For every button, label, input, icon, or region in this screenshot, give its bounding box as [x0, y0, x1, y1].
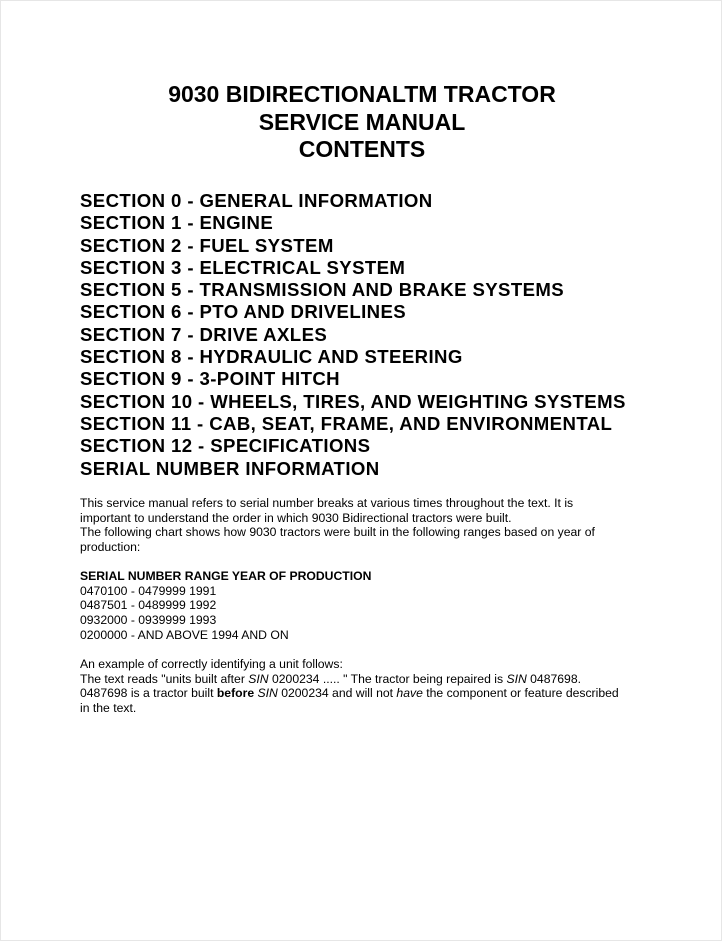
intro-paragraph [80, 496, 680, 555]
serial-table-row: 0470100 - 0479999 1991 [80, 583, 217, 598]
contents-item: SECTION 0 - GENERAL INFORMATION [80, 190, 433, 211]
document-title [1, 81, 722, 164]
example-text: the component or feature described [422, 686, 619, 701]
intro-line: production: [80, 540, 141, 555]
contents-item: SECTION 5 - TRANSMISSION AND BRAKE SYSTEMS [80, 279, 565, 301]
example-text: 0200234 and will not [277, 686, 397, 701]
serial-table-row: 0487501 - 0489999 1992 [80, 598, 217, 613]
contents-item: SECTION 12 - SPECIFICATIONS [80, 435, 371, 457]
contents-list [80, 190, 700, 480]
serial-number-table [80, 569, 680, 643]
contents-item: SECTION 8 - HYDRAULIC AND STEERING [80, 346, 463, 368]
emphasis-have: have [396, 686, 423, 701]
contents-item: SECTION 9 - 3-POINT HITCH [80, 368, 340, 390]
contents-item: SECTION 10 - WHEELS, TIRES, AND WEIGHTING SYSTEMS [80, 390, 626, 412]
title-line-3: CONTENTS [298, 136, 426, 162]
contents-item: SECTION 7 - DRIVE AXLES [80, 323, 328, 345]
example-line: An example of correctly identifying a unit follows: [80, 657, 343, 671]
example-line: in the text. [80, 701, 137, 716]
contents-item: SECTION 3 - ELECTRICAL SYSTEM [80, 256, 406, 278]
example-line [80, 672, 680, 687]
contents-item: SERIAL NUMBER INFORMATION [80, 457, 380, 479]
sin-abbrev: SIN [506, 671, 527, 686]
contents-item: SECTION 2 - FUEL SYSTEM [80, 234, 334, 256]
intro-line: important to understand the order in which 9030 Bidirectional tractors were built. [80, 510, 512, 525]
serial-table-heading: SERIAL NUMBER RANGE YEAR OF PRODUCTION [80, 569, 372, 583]
example-paragraph [80, 657, 680, 716]
serial-table-row: 0200000 - AND ABOVE 1994 AND ON [80, 627, 289, 642]
intro-line: This service manual refers to serial number breaks at various times throughout the text. It is [80, 496, 574, 510]
intro-line: The following chart shows how 9030 tractors were built in the following ranges based on year of [80, 525, 595, 540]
example-text: The text reads "units built after [80, 671, 249, 686]
title-line-1: 9030 BIDIRECTIONALTM TRACTOR [168, 81, 556, 107]
sin-abbrev: SIN [257, 686, 278, 701]
example-text: 0487698 is a tractor built [80, 686, 217, 701]
serial-table-row: 0932000 - 0939999 1993 [80, 613, 217, 628]
contents-item: SECTION 6 - PTO AND DRIVELINES [80, 301, 407, 323]
emphasis-before: before [216, 686, 255, 701]
contents-item: SECTION 1 - ENGINE [80, 212, 274, 234]
example-line [80, 686, 680, 701]
sin-abbrev: SIN [248, 671, 269, 686]
contents-item: SECTION 11 - CAB, SEAT, FRAME, AND ENVIRONMENTAL [80, 412, 613, 434]
example-text: 0487698. [526, 671, 581, 686]
example-text: 0200234 ..... " The tractor being repaired is [268, 671, 507, 686]
title-line-2: SERVICE MANUAL [258, 108, 466, 135]
